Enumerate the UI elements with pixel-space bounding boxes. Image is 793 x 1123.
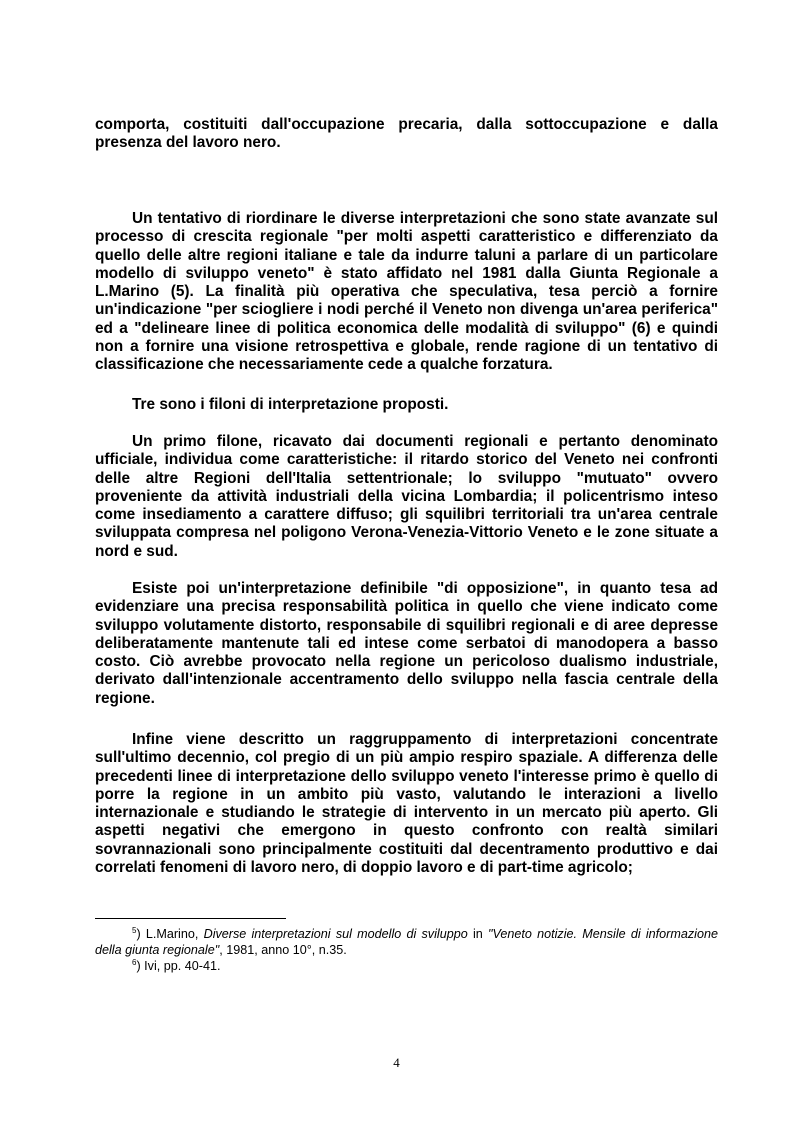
footnote-5-details: , 1981, anno 10°, n.35. [219,943,347,957]
footnote-5-marker: 5 [132,926,137,935]
footnote-5-source: "Veneto notizie. Mensile di informazione della giunta regionale" [95,927,718,957]
footnote-divider [95,918,286,919]
paragraph-continuation: comporta, costituiti dall'occupazione precaria, dalla sottoccupazione e dalla presenza del lavoro nero. [95,116,718,152]
paragraph-primo-filone: Un primo filone, ricavato dai documenti regionali e pertanto denominato ufficiale, individua come caratteristiche: il ritardo storico del Veneto nei confronti delle altre Regioni dell'Italia settentrionale; lo sviluppo "mutuato" ovvero proveniente da attività industriali della vicina Lombardia; il policentrismo inteso come insediamento a carattere diffuso; gli squilibri territoriali tra un'area centrale sviluppata compresa nel poligono Verona-Venezia-Vittorio Veneto e le zone situate a nord e sud. [95,433,718,560]
footnote-6 [95,958,718,974]
paragraph-opposizione: Esiste poi un'interpretazione definibile "di opposizione", in quanto tesa ad evidenziare una precisa responsabilità politica in quello che viene indicato come sviluppo volutamente distorto, responsabile di squilibri regionali e di aree depresse deliberatamente mantenute tali ed intese come serbatoi di manodopera a basso costo. Ciò avrebbe provocato nella regione un pericoloso dualismo industriale, derivato dall'intenzionale accentramento dello sviluppo nella fascia centrale della regione. [95,580,718,707]
footnote-6-marker: 6 [132,958,137,967]
page-number: 4 [393,1055,400,1070]
footnote-5 [95,926,718,958]
paragraph-riordinare: Un tentativo di riordinare le diverse interpretazioni che sono state avanzate sul processo di crescita regionale "per molti aspetti caratteristico e differenziato da quello delle altre regioni italiane e tale da indurre taluni a parlare di un particolare modello di sviluppo veneto" è stato affidato nel 1981 dalla Giunta Regionale a L.Marino (5). La finalità più operativa che speculativa, tesa perciò a fornire un'indicazione "per sciogliere i nodi perché il Veneto non divenga un'area periferica" ed a "delineare linee di politica economica delle modalità di sviluppo" (6) e quindi non a fornire una visione retrospettiva e globale, rende ragione di un tentativo di classificazione che necessariamente cede a qualche forzatura. [95,210,718,374]
footnote-5-author: ) L.Marino, [136,927,204,941]
footnote-5-in: in [467,927,488,941]
paragraph-infine: Infine viene descritto un raggruppamento di interpretazioni concentrate sull'ultimo decennio, col pregio di un più ampio respiro spaziale. A differenza delle precedenti linee di interpretazione dello sviluppo veneto l'interesse primo è quello di porre la regione in un ambito più vasto, valutando le interazioni a livello internazionale e studiando le strategie di intervento in un mercato più aperto. Gli aspetti negativi che emergono in questo confronto con realtà similari sovrannazionali sono principalmente costituiti dal decentramento produttivo e dai correlati fenomeni di lavoro nero, di doppio lavoro e di part-time agricolo; [95,731,718,877]
footnote-5-title: Diverse interpretazioni sul modello di sviluppo [203,927,468,941]
paragraph-filoni: Tre sono i filoni di interpretazione proposti. [132,396,449,413]
footnote-6-text: ) Ivi, pp. 40-41. [136,959,221,973]
